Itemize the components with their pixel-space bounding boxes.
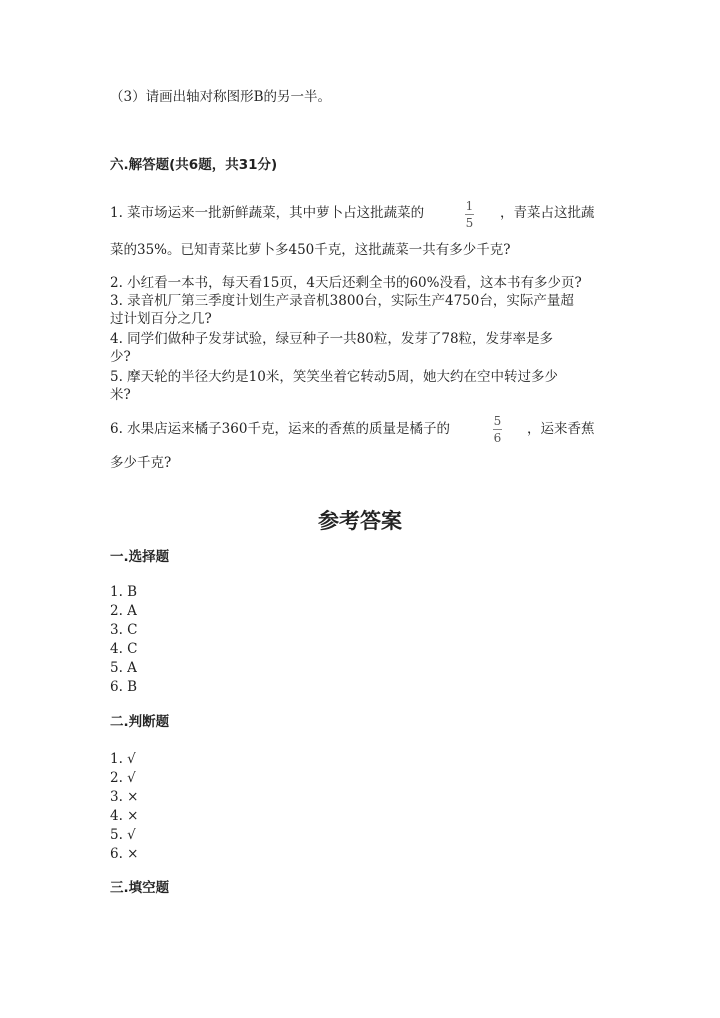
q6-line2: 多少千克?: [110, 455, 172, 471]
answer-item: 6. B: [110, 679, 138, 695]
answer-item: 2. A: [110, 603, 137, 619]
q6-fraction: 5 6: [493, 414, 502, 445]
answers-title: 参考答案: [318, 509, 402, 533]
answer-item: 5. A: [110, 660, 137, 676]
q4-line2: 少?: [110, 349, 131, 365]
q5-line1: 5. 摩天轮的半径大约是10米，笑笑坐着它转动5周，她大约在空中转过多少: [110, 369, 558, 385]
answers-s3-heading: 三.填空题: [110, 880, 170, 896]
answer-item: 1. B: [110, 584, 138, 600]
answer-item: 2. √: [110, 770, 136, 786]
answer-item: 4. ×: [110, 808, 139, 824]
answer-item: 3. ×: [110, 789, 139, 805]
q3-line1: 3. 录音机厂第三季度计划生产录音机3800台，实际生产4750台，实际产量超: [110, 293, 574, 309]
q1-line1-end: ，青菜占这批蔬: [500, 205, 595, 221]
q1-line1: 1. 菜市场运来一批新鲜蔬菜，其中萝卜占这批蔬菜的: [110, 205, 425, 221]
q3-line2: 过计划百分之几?: [110, 311, 212, 327]
section6-heading: 六.解答题(共6题，共31分): [110, 157, 278, 173]
part3-instruction: （3）请画出轴对称图形B的另一半。: [110, 89, 332, 105]
answers-s2-heading: 二.判断题: [110, 714, 170, 730]
q4-line1: 4. 同学们做种子发芽试验，绿豆种子一共80粒，发芽了78粒，发芽率是多: [110, 331, 554, 347]
q6-line1: 6. 水果店运来橘子360千克，运来的香蕉的质量是橘子的: [110, 421, 450, 437]
q5-line2: 米?: [110, 387, 131, 403]
answers-s1-heading: 一.选择题: [110, 549, 170, 565]
q2: 2. 小红看一本书，每天看15页，4天后还剩全书的60%没看，这本书有多少页?: [110, 275, 582, 291]
answer-item: 5. √: [110, 827, 136, 843]
q1-line2: 菜的35%。已知青菜比萝卜多450千克，这批蔬菜一共有多少千克?: [110, 242, 511, 258]
answer-item: 6. ×: [110, 846, 139, 862]
q6-line1-end: ，运来香蕉: [527, 421, 595, 437]
answer-item: 4. C: [110, 641, 138, 657]
q1-fraction: 1 5: [465, 199, 474, 230]
answer-item: 3. C: [110, 622, 138, 638]
answer-item: 1. √: [110, 751, 136, 767]
